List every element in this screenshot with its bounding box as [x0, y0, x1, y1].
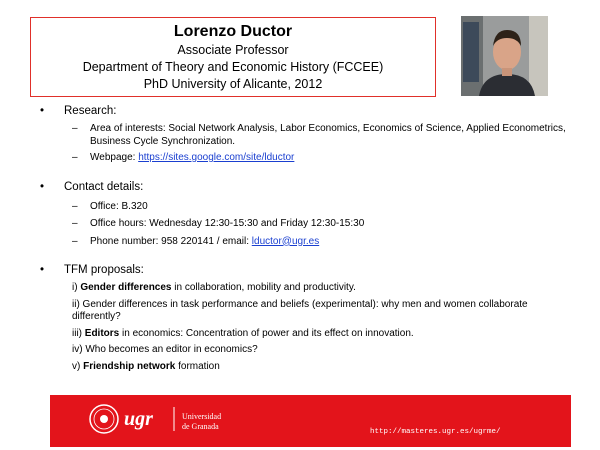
research-webpage — [38, 152, 568, 165]
webpage-link[interactable]: https://sites.google.com/site/lductor — [138, 152, 295, 163]
tfm-heading: TFM proposals: — [64, 264, 144, 276]
contact-bullet — [38, 180, 568, 195]
department: Department of Theory and Economic History (FCCEE) — [82, 60, 384, 74]
tfm-item: iv) Who becomes an editor in economics? — [72, 344, 258, 355]
university-line1: Universidad — [182, 412, 222, 421]
bullet-icon: • — [40, 105, 45, 117]
tfm-item: v) Friendship network formation — [72, 360, 220, 372]
contact-phone — [38, 236, 568, 249]
contact-heading: Contact details: — [64, 180, 144, 193]
person-name: Lorenzo Ductor — [173, 23, 293, 40]
dash-icon: – — [72, 218, 78, 229]
contact-hours — [38, 218, 568, 231]
contact-office — [38, 201, 568, 214]
hours-text: Office hours: Wednesday 12:30-15:30 and Friday 12:30-15:30 — [90, 218, 365, 229]
dash-icon: – — [72, 123, 78, 134]
job-title: Associate Professor — [177, 43, 289, 57]
tfm-item: i) Gender differences in collaboration, mobility and productivity. — [72, 282, 356, 293]
webpage-label: Webpage: — [90, 152, 139, 163]
university-line2: de Granada — [182, 422, 219, 431]
email-link[interactable]: lductor@ugr.es — [251, 235, 320, 247]
dash-icon: – — [72, 200, 78, 212]
university-name — [182, 412, 221, 432]
university-logo-icon — [88, 403, 178, 435]
bullet-icon: • — [40, 180, 45, 193]
bullet-icon: • — [40, 264, 45, 276]
research-area-text: Area of interests: Social Network Analysis, Labor Economics, Economics of Science, Applied Econometrics, Business Cycle Synchronization. — [90, 123, 566, 147]
research-bullet — [38, 104, 568, 119]
profile-photo — [461, 16, 548, 96]
footer-url[interactable]: http://masteres.ugr.es/ugrme/ — [370, 428, 501, 436]
phd-info: PhD University of Alicante, 2012 — [143, 77, 323, 91]
tfm-item: ii) Gender differences in task performance and beliefs (experimental): why men and women collaborate differently? — [72, 298, 528, 322]
research-area — [38, 123, 568, 148]
dash-icon: – — [72, 152, 78, 163]
tfm-item: iii) Editors in economics: Concentration of power and its effect on innovation. — [72, 327, 414, 339]
title-box — [30, 17, 436, 97]
phone-text: Phone number: 958 220141 / email: — [90, 235, 252, 247]
research-heading: Research: — [64, 105, 117, 117]
dash-icon: – — [72, 235, 78, 247]
logo-word: ugr — [124, 408, 153, 430]
office-text: Office: B.320 — [90, 200, 148, 212]
content — [38, 104, 568, 373]
tfm-bullet — [38, 263, 568, 278]
footer-banner — [50, 395, 571, 447]
